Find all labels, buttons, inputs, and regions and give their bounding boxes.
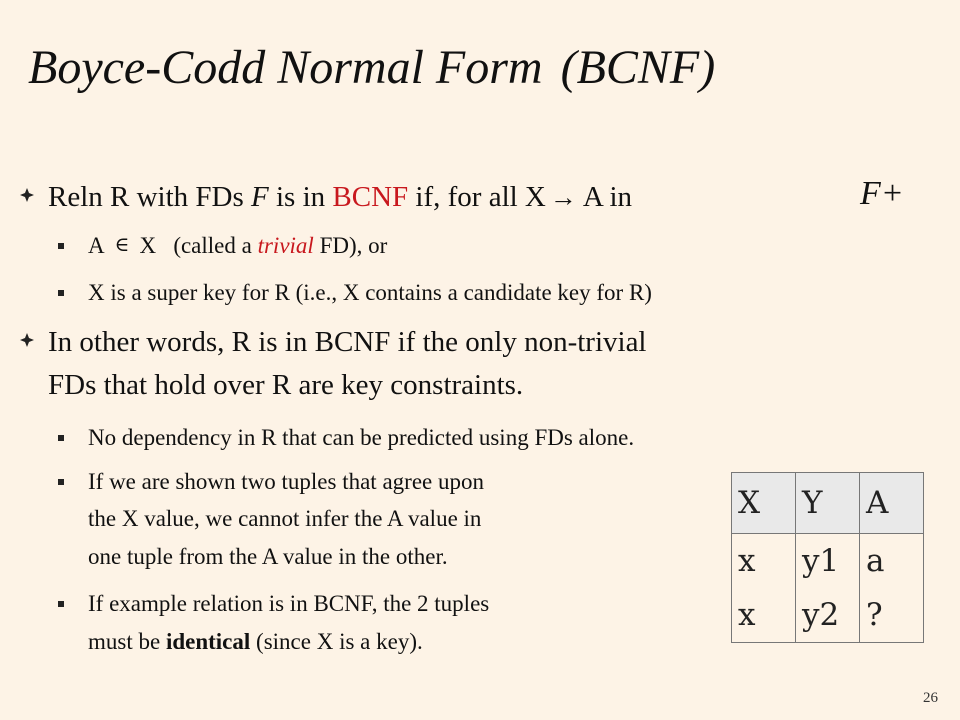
sub5-text-pre: must be: [88, 629, 166, 654]
column-header: X: [732, 473, 796, 534]
square-bullet-icon: [58, 479, 64, 485]
table-cell: ?: [860, 588, 924, 643]
bullet2-line2: FDs that hold over R are key constraints.: [48, 369, 524, 401]
bullet1-text-a-in: A in: [582, 181, 633, 213]
page-number: 26: [923, 690, 938, 706]
bullet1-text-mid: is in: [268, 181, 333, 213]
square-bullet-icon: [58, 601, 64, 607]
square-bullet-icon: [58, 290, 64, 296]
bcnf-keyword: BCNF: [332, 181, 409, 213]
arrow-icon: →: [549, 182, 577, 212]
sub4-line2: the X value, we cannot infer the A value in: [88, 506, 482, 531]
sub4-line3: one tuple from the A value in the other.: [88, 544, 448, 569]
table-cell: x: [732, 534, 796, 589]
table-cell: x: [732, 588, 796, 643]
sub5-text-post: (since X is a key).: [250, 629, 423, 654]
table-row: [732, 534, 924, 589]
bullet1-text-pre: Reln R with FDs: [48, 181, 252, 213]
identical-keyword: identical: [165, 629, 251, 654]
sub3-text: No dependency in R that can be predicted using FDs alone.: [88, 425, 635, 450]
title-main: Boyce-Codd Normal Form: [28, 41, 543, 94]
slide-title: [28, 40, 715, 95]
diamond-bullet-icon: [20, 188, 34, 202]
title-abbr: (BCNF): [560, 41, 716, 94]
sub2-text: X is a super key for R (i.e., X contains a candidate key for R): [88, 280, 652, 305]
sub1-text-post: FD), or: [313, 233, 388, 258]
table-header-row: [732, 473, 924, 534]
fd-closure-symbol: F+: [860, 175, 904, 212]
table-cell: y2: [796, 588, 860, 643]
sub5-line1: If example relation is in BCNF, the 2 tuples: [88, 591, 490, 616]
trivial-keyword: trivial: [257, 233, 314, 258]
bullet1-text-post: if, for all X: [408, 181, 546, 213]
sub1-a: A: [88, 233, 105, 258]
table-row: [732, 588, 924, 643]
column-header: A: [860, 473, 924, 534]
sub4-line1: If we are shown two tuples that agree upon: [88, 469, 484, 494]
sub1-x: X: [139, 233, 157, 258]
example-relation-table: [731, 472, 924, 643]
element-of-icon: ∈: [114, 234, 130, 256]
square-bullet-icon: [58, 435, 64, 441]
square-bullet-icon: [58, 243, 64, 249]
column-header: Y: [796, 473, 860, 534]
fd-set-symbol: F: [251, 181, 269, 213]
diamond-bullet-icon: [20, 333, 34, 347]
sub1-text-pre: (called a: [173, 233, 258, 258]
table-cell: a: [860, 534, 924, 589]
table-cell: y1: [796, 534, 860, 589]
bullet2-line1: In other words, R is in BCNF if the only non-trivial: [48, 326, 647, 358]
